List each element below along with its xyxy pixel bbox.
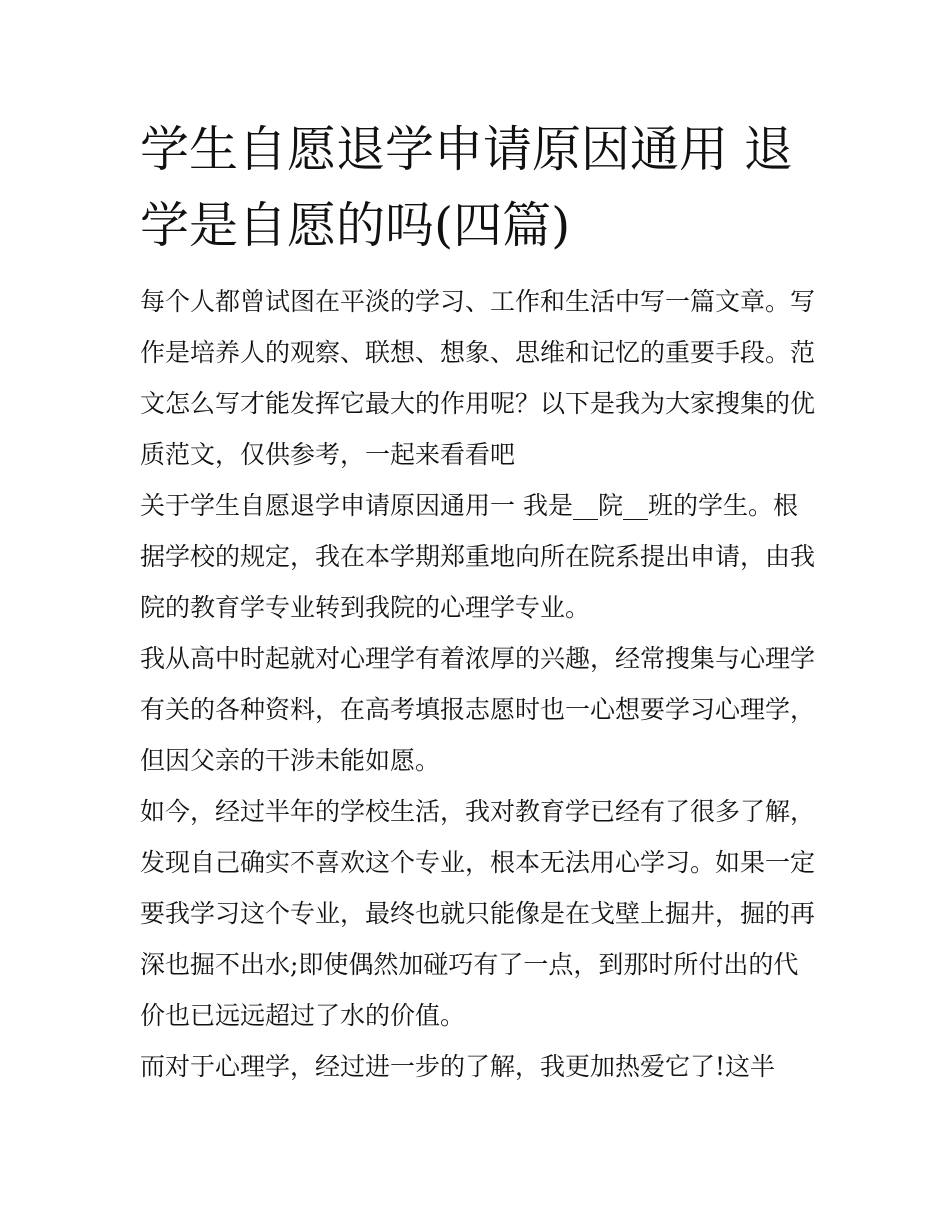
- document-title: 学生自愿退学申请原因通用 退学是自愿的吗(四篇): [140, 121, 793, 254]
- document-body: [140, 276, 815, 1092]
- paragraph-psychology: 而对于心理学，经过进一步的了解，我更加热爱它了!这半: [140, 1052, 776, 1081]
- paragraph-intro: 每个人都曾试图在平淡的学习、工作和生活中写一篇文章。写作是培养人的观察、联想、想象、思维和记忆的重要手段。范文怎么写才能发挥它最大的作用呢？以下是我为大家搜集的优质范文，仅供参考，一起来看看吧: [140, 287, 816, 469]
- document-content: [140, 112, 815, 1092]
- paragraph-application: 关于学生自愿退学申请原因通用一 我是__院__班的学生。根据学校的规定，我在本学期郑重地向所在院系提出申请，由我院的教育学专业转到我院的心理学专业。: [140, 491, 816, 622]
- paragraph-interest: 我从高中时起就对心理学有着浓厚的兴趣，经常搜集与心理学有关的各种资料，在高考填报志愿时也一心想要学习心理学，但因父亲的干涉未能如愿。: [140, 644, 816, 775]
- paragraph-current-situation: 如今，经过半年的学校生活，我对教育学已经有了很多了解，发现自己确实不喜欢这个专业，根本无法用心学习。如果一定要我学习这个专业，最终也就只能像是在戈壁上掘井，掘的再深也掘不出水;即使偶然加碰巧有了一点，到那时所付出的代价也已远远超过了水的价值。: [140, 797, 816, 1030]
